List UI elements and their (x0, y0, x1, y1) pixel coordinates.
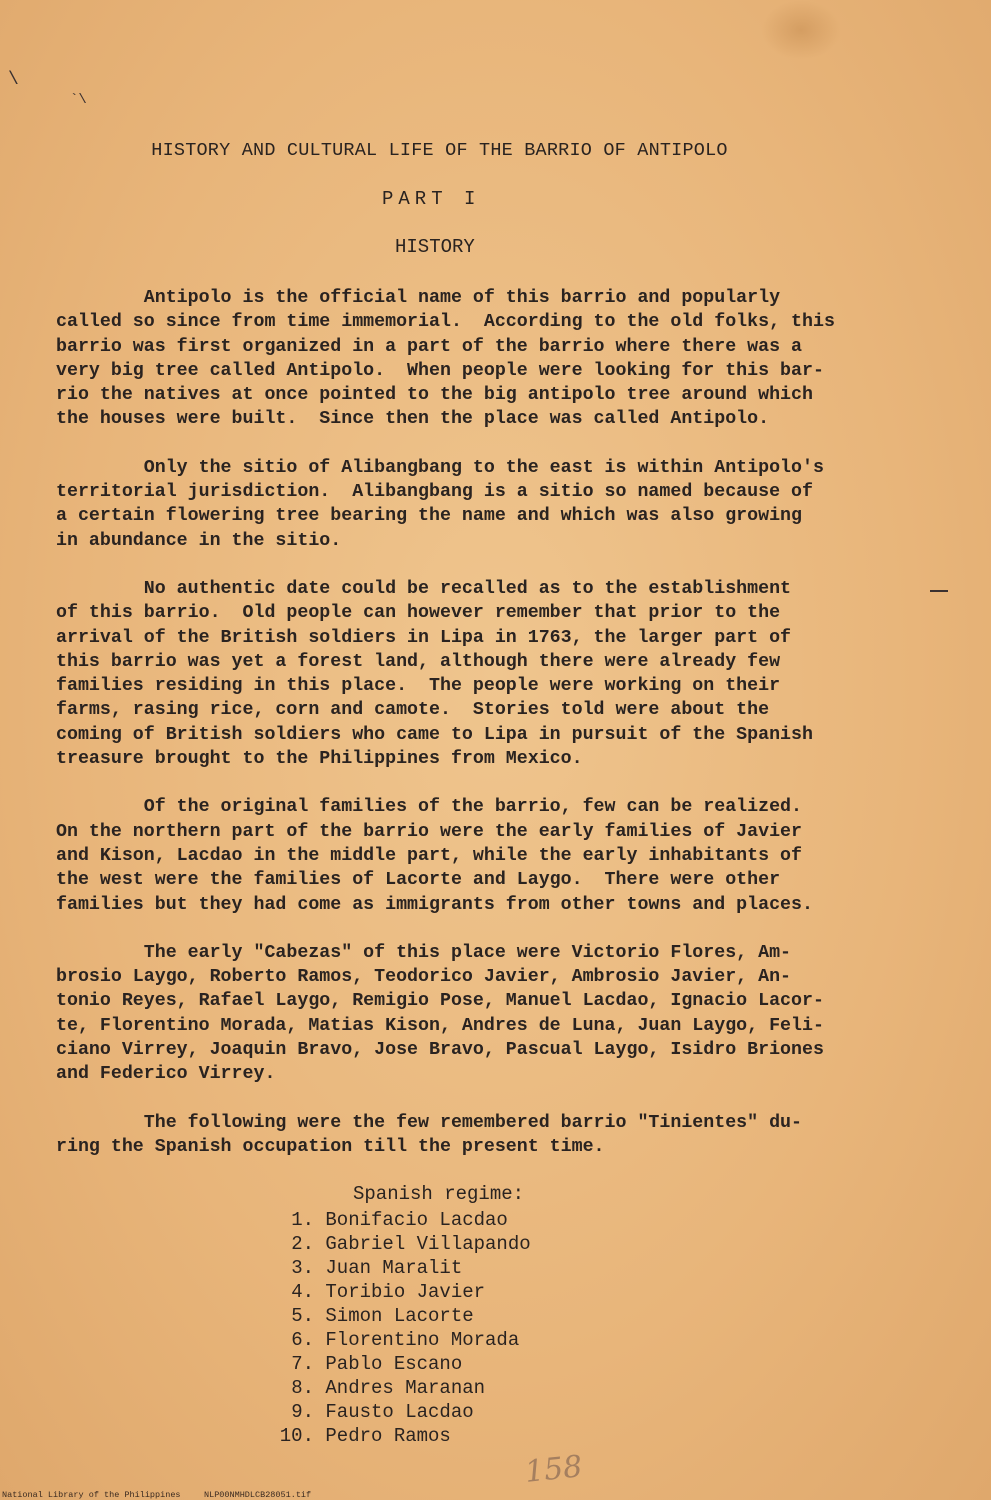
list-item-name: Andres Maranan (325, 1377, 486, 1399)
list-item-number: 1. (291, 1209, 314, 1231)
paragraph-line: brosio Laygo, Roberto Ramos, Teodorico Javier, Ambrosio Javier, An- (56, 967, 792, 988)
paragraph-line: in abundance in the sitio. (56, 530, 342, 551)
paragraph-line: farms, rasing rice, corn and camote. Stories told were about the (56, 700, 770, 721)
paragraph-line: the houses were built. Since then the place was called Antipolo. (56, 409, 770, 430)
paragraph-line: of this barrio. Old people can however remember that prior to the (56, 603, 781, 624)
paragraph-line: arrival of the British soldiers in Lipa in 1763, the larger part of (56, 627, 792, 648)
list-item-number: 6. (291, 1329, 314, 1351)
paragraph-line: No authentic date could be recalled as to the establishment (56, 578, 792, 599)
footer-file-id: NLP00NMHDLCB28051.tif (204, 1490, 312, 1500)
part-heading: PART I (382, 188, 481, 210)
list-item-name: Toribio Javier (325, 1281, 486, 1303)
list-item (262, 1232, 531, 1256)
paragraph (56, 1111, 946, 1160)
paragraph-line: Of the original families of the barrio, few can be realized. (56, 797, 802, 818)
list-item-number: 5. (291, 1305, 314, 1327)
section-heading: HISTORY (395, 236, 475, 258)
paragraph (56, 795, 946, 916)
list-item-name: Pedro Ramos (325, 1425, 451, 1447)
paragraph-line: The following were the few remembered barrio "Tinientes" du- (56, 1112, 802, 1133)
paragraph-line: barrio was first organized in a part of the barrio where there was a (56, 336, 802, 357)
list-item-number: 3. (291, 1257, 314, 1279)
paragraph-line: and Federico Virrey. (56, 1064, 276, 1085)
list-item (262, 1400, 531, 1424)
document-title (0, 140, 991, 161)
list-heading: Spanish regime: (353, 1183, 525, 1205)
list-item (262, 1304, 531, 1328)
document-body (56, 286, 946, 1183)
list-item-number: 2. (291, 1233, 314, 1255)
list-item (262, 1424, 531, 1448)
paragraph-line: families residing in this place. The people were working on their (56, 676, 781, 697)
list-item-name: Gabriel Villapando (325, 1233, 531, 1255)
paragraph (56, 577, 946, 771)
paragraph-line: very big tree called Antipolo. When people were looking for this bar- (56, 360, 824, 381)
footer-source: National Library of the Philippines (2, 1490, 181, 1500)
handwritten-page-number: 158 (523, 1449, 584, 1490)
list-item-number: 4. (291, 1281, 314, 1303)
paragraph-line: te, Florentino Morada, Matias Kison, Andres de Luna, Juan Laygo, Feli- (56, 1015, 824, 1036)
margin-mark-2: `\ (70, 92, 87, 108)
paragraph-line: ring the Spanish occupation till the present time. (56, 1136, 605, 1157)
paragraph-line: families but they had come as immigrants from other towns and places. (56, 894, 813, 915)
margin-mark: \ (8, 70, 19, 90)
list-item-name: Juan Maralit (325, 1257, 463, 1279)
paragraph-line: territorial jurisdiction. Alibangbang is a sitio so named because of (56, 482, 813, 503)
list-item (262, 1208, 531, 1232)
paragraph (56, 941, 946, 1087)
list-item-name: Fausto Lacdao (325, 1401, 474, 1423)
list-item (262, 1256, 531, 1280)
paragraph-line: Only the sitio of Alibangbang to the east is within Antipolo's (56, 457, 824, 478)
list-item-name: Florentino Morada (325, 1329, 520, 1351)
margin-dash (930, 590, 948, 592)
paragraph-line: tonio Reyes, Rafael Laygo, Remigio Pose, Manuel Lacdao, Ignacio Lacor- (56, 991, 824, 1012)
paper-stain (761, 0, 841, 60)
paragraph-line: ciano Virrey, Joaquin Bravo, Jose Bravo, Pascual Laygo, Isidro Briones (56, 1040, 824, 1061)
document-title-text: HISTORY AND CULTURAL LIFE OF THE BARRIO OF ANTIPOLO (151, 140, 728, 161)
list-item-number: 7. (291, 1353, 314, 1375)
paragraph (56, 456, 946, 553)
paragraph-line: coming of British soldiers who came to Lipa in pursuit of the Spanish (56, 724, 813, 745)
list-item (262, 1376, 531, 1400)
paragraph-line: treasure brought to the Philippines from Mexico. (56, 749, 583, 770)
paragraph-line: The early "Cabezas" of this place were Victorio Flores, Am- (56, 942, 792, 963)
list-item (262, 1352, 531, 1376)
paragraph-line: a certain flowering tree bearing the name and which was also growing (56, 506, 802, 527)
list-item (262, 1280, 531, 1304)
list-item-name: Simon Lacorte (325, 1305, 474, 1327)
list-item-name: Pablo Escano (325, 1353, 463, 1375)
list-item-number: 9. (291, 1401, 314, 1423)
list-item-number: 8. (291, 1377, 314, 1399)
paragraph-line: called so since from time immemorial. According to the old folks, this (56, 312, 835, 333)
paragraph-line: rio the natives at once pointed to the big antipolo tree around which (56, 385, 813, 406)
paragraph-line: On the northern part of the barrio were the early families of Javier (56, 821, 802, 842)
paragraph-line: the west were the families of Lacorte and Laygo. There were other (56, 870, 781, 891)
list-item-name: Bonifacio Lacdao (325, 1209, 508, 1231)
paragraph-line: and Kison, Lacdao in the middle part, while the early inhabitants of (56, 845, 802, 866)
paragraph-line: this barrio was yet a forest land, although there were already few (56, 651, 781, 672)
list-item (262, 1328, 531, 1352)
list-item-number: 10. (279, 1425, 314, 1447)
tinientes-list (262, 1208, 531, 1448)
paragraph-line: Antipolo is the official name of this barrio and popularly (56, 288, 781, 308)
paragraph (56, 286, 946, 432)
